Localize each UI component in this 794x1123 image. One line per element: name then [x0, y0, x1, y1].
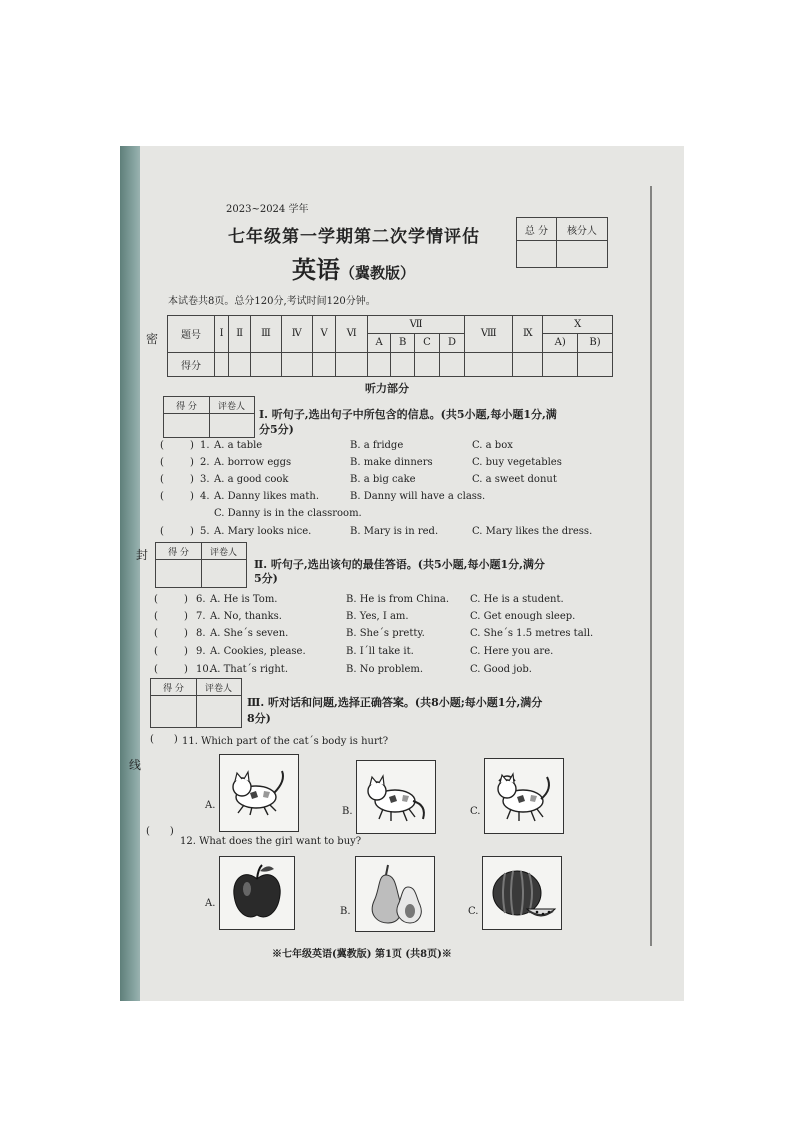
- sec-10-a: A): [543, 334, 578, 352]
- question-number: 6.: [196, 594, 206, 605]
- side-mark-xian: 线: [129, 758, 142, 772]
- subject: 英语: [292, 255, 340, 284]
- score-cell[interactable]: [439, 352, 465, 376]
- score-cell[interactable]: [215, 352, 229, 376]
- score-cell[interactable]: [578, 352, 613, 376]
- option-b: B. Yes, I am.: [346, 611, 409, 622]
- section1-heading2: 分5分): [259, 423, 294, 436]
- option-c: C. a box: [472, 440, 513, 451]
- q11-paren[interactable]: [150, 734, 178, 745]
- paren-close: ): [173, 734, 178, 745]
- score-cell[interactable]: [513, 352, 543, 376]
- row-label-score: 得分: [168, 352, 215, 376]
- total-label: 总 分: [517, 218, 557, 241]
- paren-close: ): [169, 826, 174, 837]
- sec-4: Ⅳ: [281, 316, 312, 353]
- score-cell[interactable]: [336, 352, 367, 376]
- question-number: 4.: [200, 491, 210, 502]
- grader-label: 评卷人: [209, 548, 237, 558]
- option-b: B. Danny will have a class.: [350, 491, 486, 502]
- answer-paren-close[interactable]: ): [190, 491, 194, 502]
- sec-2: Ⅱ: [229, 316, 251, 353]
- q12-paren[interactable]: [146, 826, 174, 837]
- exam-info: 本试卷共8页。总分120分,考试时间120分钟。: [168, 296, 376, 307]
- answer-paren-open[interactable]: (: [160, 526, 164, 537]
- answer-paren-open[interactable]: (: [160, 474, 164, 485]
- sec-7: Ⅶ: [367, 316, 465, 334]
- option-a: A. Mary looks nice.: [214, 526, 312, 537]
- q12-opt-c[interactable]: C.: [468, 906, 479, 917]
- grader-box-2: [155, 542, 247, 588]
- cat-picture-b[interactable]: [356, 760, 436, 834]
- answer-paren-close[interactable]: ): [190, 526, 194, 537]
- option-a: A. borrow eggs: [214, 457, 292, 468]
- score-label: 得 分: [163, 684, 184, 694]
- score-cell[interactable]: [251, 352, 281, 376]
- checker-label: 核分人: [556, 218, 607, 241]
- option-a: A. Cookies, please.: [210, 646, 306, 657]
- sec-9: Ⅸ: [513, 316, 543, 353]
- sec-10-b: B): [578, 334, 613, 352]
- checker-cell[interactable]: [556, 241, 607, 268]
- section3-heading: Ⅲ. 听对话和问题,选择正确答案。(共8小题;每小题1分,满分: [247, 696, 543, 709]
- option-b: B. I´ll take it.: [346, 646, 414, 657]
- watermelon-icon: [483, 857, 561, 929]
- q11-opt-b[interactable]: B.: [342, 806, 353, 817]
- paren-open: (: [150, 734, 154, 745]
- answer-paren-close[interactable]: ): [190, 440, 194, 451]
- question-number: 5.: [200, 526, 210, 537]
- exam-title: 七年级第一学期第二次学情评估: [228, 227, 480, 247]
- subject-line: [292, 250, 415, 285]
- question-number: 7.: [196, 611, 206, 622]
- section2-heading2: 5分): [254, 572, 278, 585]
- sec-7-d: D: [439, 334, 465, 352]
- option-b: B. He is from China.: [346, 594, 450, 605]
- score-label: 得 分: [168, 548, 189, 558]
- paren-open: (: [146, 826, 150, 837]
- q11-text: 11. Which part of the cat´s body is hurt?: [182, 736, 389, 747]
- score-cell[interactable]: [465, 352, 513, 376]
- score-cell[interactable]: [281, 352, 312, 376]
- section1-heading: Ⅰ. 听句子,选出句子中所包含的信息。(共5小题,每小题1分,满: [259, 408, 557, 421]
- answer-paren-open[interactable]: (: [154, 664, 158, 675]
- pear-icon: [356, 857, 434, 931]
- option-c: C. Good job.: [470, 664, 532, 675]
- answer-paren-open[interactable]: (: [154, 628, 158, 639]
- sec-7-b: B: [391, 334, 415, 352]
- section2-heading: Ⅱ. 听句子,选出该句的最佳答语。(共5小题,每小题1分,满分: [254, 558, 545, 571]
- score-cell[interactable]: [229, 352, 251, 376]
- sec-8: Ⅷ: [465, 316, 513, 353]
- question-number: 3.: [200, 474, 210, 485]
- watermelon-picture[interactable]: [482, 856, 562, 930]
- sec-1: I: [215, 316, 229, 353]
- sec-7-c: C: [415, 334, 440, 352]
- side-mark-feng: 封: [136, 548, 149, 562]
- page-footer: ※七年级英语(冀教版) 第1页 (共8页)※: [272, 949, 452, 960]
- answer-paren-open[interactable]: (: [154, 594, 158, 605]
- sec-10: X: [543, 316, 613, 334]
- school-year: 2023~2024 学年: [226, 204, 309, 215]
- sec-7-a: A: [367, 334, 390, 352]
- grader-box-1: [163, 396, 255, 438]
- answer-paren-close[interactable]: ): [190, 474, 194, 485]
- option-c: C. Get enough sleep.: [470, 611, 576, 622]
- option-a: A. He is Tom.: [210, 594, 278, 605]
- listening-title: 听力部分: [365, 382, 409, 395]
- score-table: [167, 315, 613, 377]
- option-c: C. Mary likes the dress.: [472, 526, 593, 537]
- option-b: B. a big cake: [350, 474, 416, 485]
- answer-paren-close[interactable]: ): [184, 646, 188, 657]
- section3-heading2: 8分): [247, 712, 271, 725]
- q12-opt-a[interactable]: A.: [205, 898, 216, 909]
- grader-label: 评卷人: [217, 402, 245, 412]
- cat-icon: [485, 759, 563, 833]
- option-c: C. He is a student.: [470, 594, 564, 605]
- sec-5: V: [312, 316, 335, 353]
- answer-paren-close[interactable]: ): [184, 628, 188, 639]
- apple-picture[interactable]: [219, 856, 295, 930]
- option-a: A. That´s right.: [210, 664, 288, 675]
- q12-opt-b[interactable]: B.: [340, 906, 351, 917]
- option-b: B. She´s pretty.: [346, 628, 425, 639]
- row-label-num: 题号: [168, 316, 215, 353]
- score-cell[interactable]: [415, 352, 440, 376]
- question-number: 9.: [196, 646, 206, 657]
- pear-picture[interactable]: [355, 856, 435, 932]
- option-b: B. No problem.: [346, 664, 424, 675]
- question-number: 8.: [196, 628, 206, 639]
- score-label: 得 分: [176, 402, 197, 412]
- sec-3: Ⅲ: [251, 316, 281, 353]
- q12-text: 12. What does the girl want to buy?: [180, 836, 362, 847]
- answer-paren-open[interactable]: (: [160, 457, 164, 468]
- option-a: A. a table: [214, 440, 263, 451]
- answer-paren-open[interactable]: (: [160, 440, 164, 451]
- option-a: A. She´s seven.: [210, 628, 289, 639]
- option-c: C. Here you are.: [470, 646, 554, 657]
- grader-box-3: [150, 678, 242, 728]
- answer-paren-open[interactable]: (: [154, 646, 158, 657]
- option-b: B. make dinners: [350, 457, 433, 468]
- answer-paren-open[interactable]: (: [160, 491, 164, 502]
- answer-paren-close[interactable]: ): [184, 611, 188, 622]
- option-a: A. Danny likes math.: [214, 491, 320, 502]
- cat-icon: [220, 755, 298, 831]
- score-cell[interactable]: [367, 352, 390, 376]
- cat-icon: [357, 761, 435, 833]
- answer-paren-close[interactable]: ): [190, 457, 194, 468]
- total-cell[interactable]: [517, 241, 557, 268]
- option-c: C. She´s 1.5 metres tall.: [470, 628, 594, 639]
- option-c: C. Danny is in the classroom.: [214, 508, 362, 519]
- sec-6: Ⅵ: [336, 316, 367, 353]
- option-c: C. a sweet donut: [472, 474, 557, 485]
- option-a: A. No, thanks.: [210, 611, 282, 622]
- q11-opt-c[interactable]: C.: [470, 806, 481, 817]
- q11-opt-a[interactable]: A.: [205, 800, 216, 811]
- score-cell[interactable]: [312, 352, 335, 376]
- cat-picture-a[interactable]: [219, 754, 299, 832]
- edition: （冀教版）: [340, 264, 416, 282]
- margin-line: [650, 186, 652, 946]
- answer-paren-open[interactable]: (: [154, 611, 158, 622]
- question-number: 1.: [200, 440, 210, 451]
- option-c: C. buy vegetables: [472, 457, 562, 468]
- option-b: B. a fridge: [350, 440, 404, 451]
- total-score-box: [516, 217, 608, 268]
- cat-picture-c[interactable]: [484, 758, 564, 834]
- grader-label: 评卷人: [204, 684, 232, 694]
- question-number: 10.: [196, 664, 212, 675]
- option-b: B. Mary is in red.: [350, 526, 439, 537]
- answer-paren-close[interactable]: ): [184, 594, 188, 605]
- question-number: 2.: [200, 457, 210, 468]
- side-mark-mi: 密: [146, 332, 159, 346]
- score-cell[interactable]: [391, 352, 415, 376]
- option-a: A. a good cook: [214, 474, 289, 485]
- apple-icon: [220, 857, 294, 929]
- answer-paren-close[interactable]: ): [184, 664, 188, 675]
- score-cell[interactable]: [543, 352, 578, 376]
